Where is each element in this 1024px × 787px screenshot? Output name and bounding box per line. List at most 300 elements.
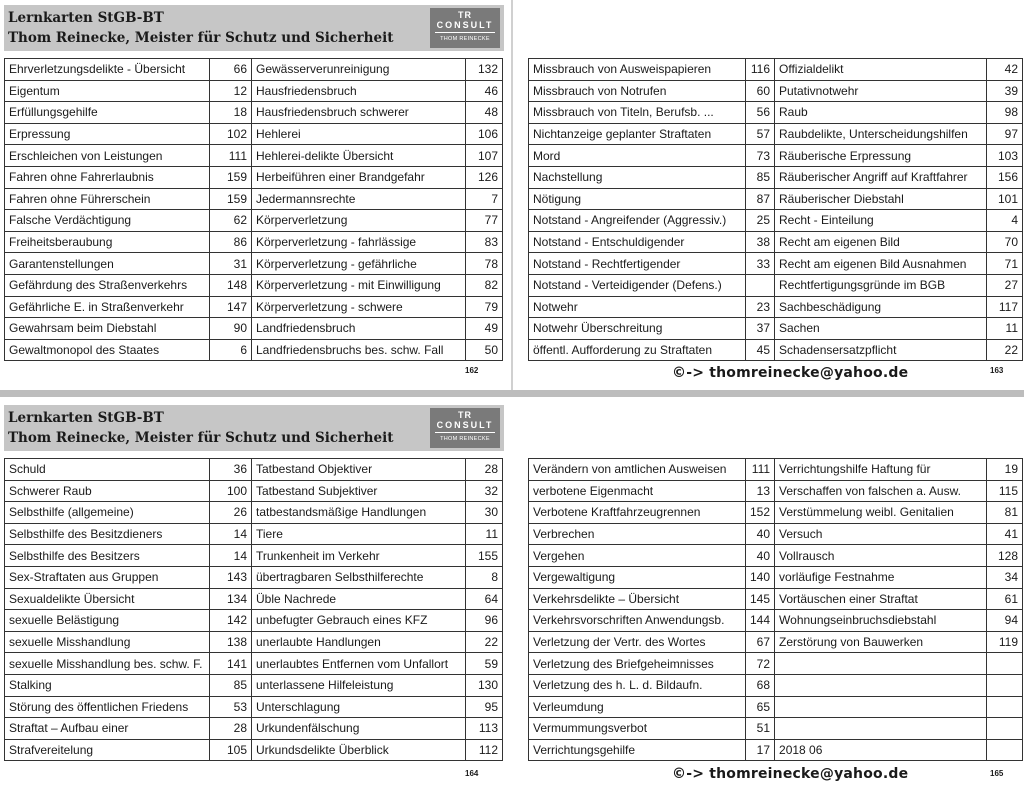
index-term: Selbsthilfe (allgemeine) — [5, 502, 210, 524]
index-term: Herbeiführen einer Brandgefahr — [252, 166, 466, 188]
index-page: 8 — [466, 566, 503, 588]
index-row — [529, 631, 1023, 653]
header-title: Lernkarten StGB-BT — [8, 10, 164, 26]
index-term: Landfriedensbruch — [252, 318, 466, 340]
index-page: 83 — [466, 231, 503, 253]
index-term: Tatbestand Objektiver — [252, 459, 466, 481]
index-row — [529, 610, 1023, 632]
index-page: 128 — [987, 545, 1023, 567]
page-number-163: 163 — [990, 366, 1004, 375]
index-page: 67 — [746, 631, 775, 653]
index-term: Selbsthilfe des Besitzdieners — [5, 523, 210, 545]
index-page: 30 — [466, 502, 503, 524]
index-page: 113 — [466, 718, 503, 740]
index-page: 53 — [210, 696, 252, 718]
index-term: Räuberischer Diebstahl — [775, 188, 987, 210]
index-term: Hausfriedensbruch — [252, 80, 466, 102]
index-page: 81 — [987, 502, 1023, 524]
index-term: Recht am eigenen Bild — [775, 231, 987, 253]
index-term: Verletzung der Vertr. des Wortes — [529, 631, 746, 653]
card-separator — [0, 390, 1024, 397]
index-page: 159 — [210, 188, 252, 210]
index-term: Notwehr Überschreitung — [529, 318, 746, 340]
logo-line2: CONSULT — [436, 420, 494, 430]
index-term: Nichtanzeige geplanter Straftaten — [529, 123, 746, 145]
index-page: 145 — [746, 588, 775, 610]
index-term: Notstand - Verteidigender (Defens.) — [529, 274, 746, 296]
index-term: Vergehen — [529, 545, 746, 567]
index-page: 39 — [987, 80, 1023, 102]
logo-line1: TR — [458, 410, 472, 420]
index-page: 4 — [987, 210, 1023, 232]
index-page: 87 — [746, 188, 775, 210]
index-table-162 — [4, 58, 503, 361]
index-row — [529, 459, 1023, 481]
index-page: 134 — [210, 588, 252, 610]
index-term: Tatbestand Subjektiver — [252, 480, 466, 502]
index-term: Notstand - Angreifender (Aggressiv.) — [529, 210, 746, 232]
index-page: 51 — [746, 718, 775, 740]
index-page: 144 — [746, 610, 775, 632]
card-header-top — [4, 5, 504, 51]
index-page: 64 — [466, 588, 503, 610]
index-term: unerlaubtes Entfernen vom Unfallort — [252, 653, 466, 675]
index-page: 116 — [746, 59, 775, 81]
index-page: 70 — [987, 231, 1023, 253]
index-row — [529, 102, 1023, 124]
index-table-165 — [528, 458, 1023, 761]
index-term: Zerstörung von Bauwerken — [775, 631, 987, 653]
index-row — [529, 339, 1023, 361]
index-page: 28 — [210, 718, 252, 740]
index-term: Erfüllungsgehilfe — [5, 102, 210, 124]
index-term: Raubdelikte, Unterscheidungshilfen — [775, 123, 987, 145]
index-row — [529, 523, 1023, 545]
index-page: 90 — [210, 318, 252, 340]
index-page: 112 — [466, 739, 503, 761]
index-row — [5, 274, 503, 296]
index-page: 14 — [210, 523, 252, 545]
index-page: 100 — [210, 480, 252, 502]
index-term: Sachen — [775, 318, 987, 340]
index-row — [5, 653, 503, 675]
index-term — [775, 653, 987, 675]
index-page — [987, 674, 1023, 696]
index-term: Störung des öffentlichen Friedens — [5, 696, 210, 718]
index-term: Körperverletzung - mit Einwilligung — [252, 274, 466, 296]
index-page: 72 — [746, 653, 775, 675]
index-row — [5, 210, 503, 232]
index-page: 22 — [466, 631, 503, 653]
index-term: Körperverletzung - fahrlässige — [252, 231, 466, 253]
index-term: Verleumdung — [529, 696, 746, 718]
index-page: 42 — [987, 59, 1023, 81]
index-term: verbotene Eigenmacht — [529, 480, 746, 502]
header-subtitle: Thom Reinecke, Meister für Schutz und Sicherheit — [8, 430, 394, 446]
index-row — [5, 459, 503, 481]
page-number-165: 165 — [990, 769, 1004, 778]
index-page: 130 — [466, 674, 503, 696]
index-page: 17 — [746, 739, 775, 761]
index-page: 11 — [466, 523, 503, 545]
index-page: 142 — [210, 610, 252, 632]
index-page: 148 — [210, 274, 252, 296]
index-term: übertragbaren Selbsthilferechte — [252, 566, 466, 588]
index-term: unterlassene Hilfeleistung — [252, 674, 466, 696]
index-page: 6 — [210, 339, 252, 361]
index-row — [529, 502, 1023, 524]
page-number-164: 164 — [465, 769, 479, 778]
index-page: 98 — [987, 102, 1023, 124]
index-term: Garantenstellungen — [5, 253, 210, 275]
index-page: 65 — [746, 696, 775, 718]
index-page: 38 — [746, 231, 775, 253]
index-term: öffentl. Aufforderung zu Straftaten — [529, 339, 746, 361]
index-row — [529, 318, 1023, 340]
index-term: Missbrauch von Titeln, Berufsb. ... — [529, 102, 746, 124]
index-row — [529, 166, 1023, 188]
index-term: Recht - Einteilung — [775, 210, 987, 232]
index-term: Schwerer Raub — [5, 480, 210, 502]
index-page: 49 — [466, 318, 503, 340]
index-page: 85 — [746, 166, 775, 188]
index-term: Sachbeschädigung — [775, 296, 987, 318]
header-subtitle: Thom Reinecke, Meister für Schutz und Sicherheit — [8, 30, 394, 46]
index-term: Fahren ohne Führerschein — [5, 188, 210, 210]
index-page: 60 — [746, 80, 775, 102]
index-term: Rechtfertigungsgründe im BGB — [775, 274, 987, 296]
card-header-bottom — [4, 405, 504, 451]
index-row — [5, 102, 503, 124]
index-term: Verletzung des Briefgeheimnisses — [529, 653, 746, 675]
index-page: 57 — [746, 123, 775, 145]
index-page: 45 — [746, 339, 775, 361]
index-page — [987, 739, 1023, 761]
index-term: Hehlerei — [252, 123, 466, 145]
index-page: 41 — [987, 523, 1023, 545]
index-term: Vollrausch — [775, 545, 987, 567]
index-term: Tiere — [252, 523, 466, 545]
index-term: Verkehrsvorschriften Anwendungsb. — [529, 610, 746, 632]
index-term: Verkehrsdelikte – Übersicht — [529, 588, 746, 610]
index-page: 101 — [987, 188, 1023, 210]
index-page: 68 — [746, 674, 775, 696]
index-term: Stalking — [5, 674, 210, 696]
index-row — [529, 210, 1023, 232]
index-page: 95 — [466, 696, 503, 718]
index-page: 141 — [210, 653, 252, 675]
index-term: Gefährliche E. in Straßenverkehr — [5, 296, 210, 318]
tr-consult-logo — [430, 408, 500, 448]
index-term: Straftat – Aufbau einer — [5, 718, 210, 740]
index-row — [5, 631, 503, 653]
index-page: 86 — [210, 231, 252, 253]
index-term: Recht am eigenen Bild Ausnahmen — [775, 253, 987, 275]
index-row — [529, 188, 1023, 210]
index-row — [5, 145, 503, 167]
index-row — [529, 274, 1023, 296]
index-row — [5, 566, 503, 588]
index-row — [5, 188, 503, 210]
index-term: Falsche Verdächtigung — [5, 210, 210, 232]
index-page: 22 — [987, 339, 1023, 361]
index-row — [5, 80, 503, 102]
index-term: Unterschlagung — [252, 696, 466, 718]
index-term: Missbrauch von Notrufen — [529, 80, 746, 102]
index-row — [5, 718, 503, 740]
header-title: Lernkarten StGB-BT — [8, 410, 164, 426]
index-page: 7 — [466, 188, 503, 210]
card-bottom — [0, 397, 1024, 787]
copyright-email-top: ©-> thomreinecke@yahoo.de — [672, 365, 909, 381]
index-page: 147 — [210, 296, 252, 318]
index-term: Verschaffen von falschen a. Ausw. — [775, 480, 987, 502]
index-term: Landfriedensbruchs bes. schw. Fall — [252, 339, 466, 361]
index-page: 66 — [210, 59, 252, 81]
index-row — [5, 739, 503, 761]
index-row — [529, 545, 1023, 567]
index-page: 46 — [466, 80, 503, 102]
index-row — [529, 231, 1023, 253]
index-term: Körperverletzung — [252, 210, 466, 232]
index-term — [775, 674, 987, 696]
index-row — [529, 674, 1023, 696]
index-term: Gefährdung des Straßenverkehrs — [5, 274, 210, 296]
logo-line2: CONSULT — [436, 20, 494, 30]
index-page: 73 — [746, 145, 775, 167]
index-page: 111 — [210, 145, 252, 167]
index-term: Sex-Straftaten aus Gruppen — [5, 566, 210, 588]
index-row — [529, 80, 1023, 102]
index-row — [5, 296, 503, 318]
index-row — [5, 166, 503, 188]
index-term: Urkundenfälschung — [252, 718, 466, 740]
copyright-email-bottom: ©-> thomreinecke@yahoo.de — [672, 766, 909, 782]
index-row — [529, 696, 1023, 718]
index-page: 140 — [746, 566, 775, 588]
index-page: 78 — [466, 253, 503, 275]
index-term: Körperverletzung - gefährliche — [252, 253, 466, 275]
index-term: Nötigung — [529, 188, 746, 210]
index-row — [529, 739, 1023, 761]
index-term: sexuelle Misshandlung bes. schw. F. — [5, 653, 210, 675]
index-term: Strafvereitelung — [5, 739, 210, 761]
index-term — [775, 696, 987, 718]
index-page: 77 — [466, 210, 503, 232]
index-page: 115 — [987, 480, 1023, 502]
index-term: Vergewaltigung — [529, 566, 746, 588]
index-term: Schuld — [5, 459, 210, 481]
index-page: 50 — [466, 339, 503, 361]
index-term: Trunkenheit im Verkehr — [252, 545, 466, 567]
index-page: 19 — [987, 459, 1023, 481]
index-term: Raub — [775, 102, 987, 124]
index-page: 155 — [466, 545, 503, 567]
index-term: Vermummungsverbot — [529, 718, 746, 740]
index-page: 59 — [466, 653, 503, 675]
index-page: 105 — [210, 739, 252, 761]
index-row — [5, 588, 503, 610]
index-row — [5, 696, 503, 718]
index-page: 126 — [466, 166, 503, 188]
index-page: 97 — [987, 123, 1023, 145]
index-term: Verletzung des h. L. d. Bildaufn. — [529, 674, 746, 696]
index-term: Erschleichen von Leistungen — [5, 145, 210, 167]
index-row — [529, 123, 1023, 145]
index-row — [529, 59, 1023, 81]
index-page: 40 — [746, 545, 775, 567]
index-term: Fahren ohne Fahrerlaubnis — [5, 166, 210, 188]
logo-line1: TR — [458, 10, 472, 20]
index-term: Notstand - Entschuldigender — [529, 231, 746, 253]
index-row — [5, 523, 503, 545]
index-page: 23 — [746, 296, 775, 318]
index-term: Notwehr — [529, 296, 746, 318]
index-term: tatbestandsmäßige Handlungen — [252, 502, 466, 524]
index-page: 143 — [210, 566, 252, 588]
index-term: Schadensersatzpflicht — [775, 339, 987, 361]
card-divider-top — [511, 0, 513, 390]
page-number-162: 162 — [465, 366, 479, 375]
index-term: Verrichtungsgehilfe — [529, 739, 746, 761]
index-term: 2018 06 — [775, 739, 987, 761]
index-term: Offizialdelikt — [775, 59, 987, 81]
index-page: 26 — [210, 502, 252, 524]
index-page: 25 — [746, 210, 775, 232]
index-page: 111 — [746, 459, 775, 481]
index-page: 18 — [210, 102, 252, 124]
index-row — [529, 480, 1023, 502]
index-page: 62 — [210, 210, 252, 232]
index-row — [5, 59, 503, 81]
index-term: Verbrechen — [529, 523, 746, 545]
index-term: sexuelle Misshandlung — [5, 631, 210, 653]
index-term: vorläufige Festnahme — [775, 566, 987, 588]
index-page: 132 — [466, 59, 503, 81]
logo-rule — [435, 432, 495, 433]
index-term: Jedermannsrechte — [252, 188, 466, 210]
index-row — [529, 718, 1023, 740]
index-term: unerlaubte Handlungen — [252, 631, 466, 653]
index-row — [529, 296, 1023, 318]
index-page: 156 — [987, 166, 1023, 188]
index-page: 138 — [210, 631, 252, 653]
index-term: Ehrverletzungsdelikte - Übersicht — [5, 59, 210, 81]
index-term: unbefugter Gebrauch eines KFZ — [252, 610, 466, 632]
index-term: Räuberischer Angriff auf Kraftfahrer — [775, 166, 987, 188]
index-term: Erpressung — [5, 123, 210, 145]
index-term — [775, 718, 987, 740]
index-term: sexuelle Belästigung — [5, 610, 210, 632]
index-page — [987, 653, 1023, 675]
index-page: 94 — [987, 610, 1023, 632]
index-page — [987, 696, 1023, 718]
index-term: Körperverletzung - schwere — [252, 296, 466, 318]
index-page: 36 — [210, 459, 252, 481]
index-row — [529, 653, 1023, 675]
index-row — [5, 674, 503, 696]
index-page: 119 — [987, 631, 1023, 653]
index-term: Urkundsdelikte Überblick — [252, 739, 466, 761]
index-page: 79 — [466, 296, 503, 318]
index-page: 107 — [466, 145, 503, 167]
logo-line3: THOM REINECKE — [440, 36, 490, 42]
index-term: Versuch — [775, 523, 987, 545]
index-term: Gewaltmonopol des Staates — [5, 339, 210, 361]
index-row — [5, 318, 503, 340]
index-page: 82 — [466, 274, 503, 296]
index-term: Hausfriedensbruch schwerer — [252, 102, 466, 124]
index-row — [5, 253, 503, 275]
index-page — [746, 274, 775, 296]
index-page: 102 — [210, 123, 252, 145]
index-page: 37 — [746, 318, 775, 340]
index-term: Notstand - Rechtfertigender — [529, 253, 746, 275]
logo-rule — [435, 32, 495, 33]
index-term: Nachstellung — [529, 166, 746, 188]
index-term: Vortäuschen einer Straftat — [775, 588, 987, 610]
tr-consult-logo — [430, 8, 500, 48]
index-page: 34 — [987, 566, 1023, 588]
index-term: Selbsthilfe des Besitzers — [5, 545, 210, 567]
index-row — [5, 502, 503, 524]
index-page — [987, 718, 1023, 740]
index-page: 152 — [746, 502, 775, 524]
index-page: 71 — [987, 253, 1023, 275]
index-row — [529, 588, 1023, 610]
index-page: 48 — [466, 102, 503, 124]
logo-line3: THOM REINECKE — [440, 436, 490, 442]
index-term: Verstümmelung weibl. Genitalien — [775, 502, 987, 524]
index-row — [529, 566, 1023, 588]
index-row — [5, 545, 503, 567]
index-row — [529, 145, 1023, 167]
index-page: 56 — [746, 102, 775, 124]
index-term: Gewässerverunreinigung — [252, 59, 466, 81]
index-page: 117 — [987, 296, 1023, 318]
index-table-163 — [528, 58, 1023, 361]
index-page: 12 — [210, 80, 252, 102]
index-term: Eigentum — [5, 80, 210, 102]
index-term: Sexualdelikte Übersicht — [5, 588, 210, 610]
index-term: Mord — [529, 145, 746, 167]
index-page: 14 — [210, 545, 252, 567]
index-term: Putativnotwehr — [775, 80, 987, 102]
index-page: 33 — [746, 253, 775, 275]
index-row — [5, 231, 503, 253]
index-page: 31 — [210, 253, 252, 275]
index-page: 159 — [210, 166, 252, 188]
index-row — [5, 480, 503, 502]
index-term: Freiheitsberaubung — [5, 231, 210, 253]
index-term: Verrichtungshilfe Haftung für — [775, 459, 987, 481]
index-page: 28 — [466, 459, 503, 481]
index-term: Missbrauch von Ausweispapieren — [529, 59, 746, 81]
index-page: 103 — [987, 145, 1023, 167]
index-term: Verändern von amtlichen Ausweisen — [529, 459, 746, 481]
index-row — [529, 253, 1023, 275]
index-row — [5, 610, 503, 632]
index-page: 96 — [466, 610, 503, 632]
index-page: 106 — [466, 123, 503, 145]
index-page: 85 — [210, 674, 252, 696]
index-table-164 — [4, 458, 503, 761]
index-row — [5, 123, 503, 145]
index-page: 40 — [746, 523, 775, 545]
index-term: Verbotene Kraftfahrzeugrennen — [529, 502, 746, 524]
index-term: Üble Nachrede — [252, 588, 466, 610]
index-page: 61 — [987, 588, 1023, 610]
